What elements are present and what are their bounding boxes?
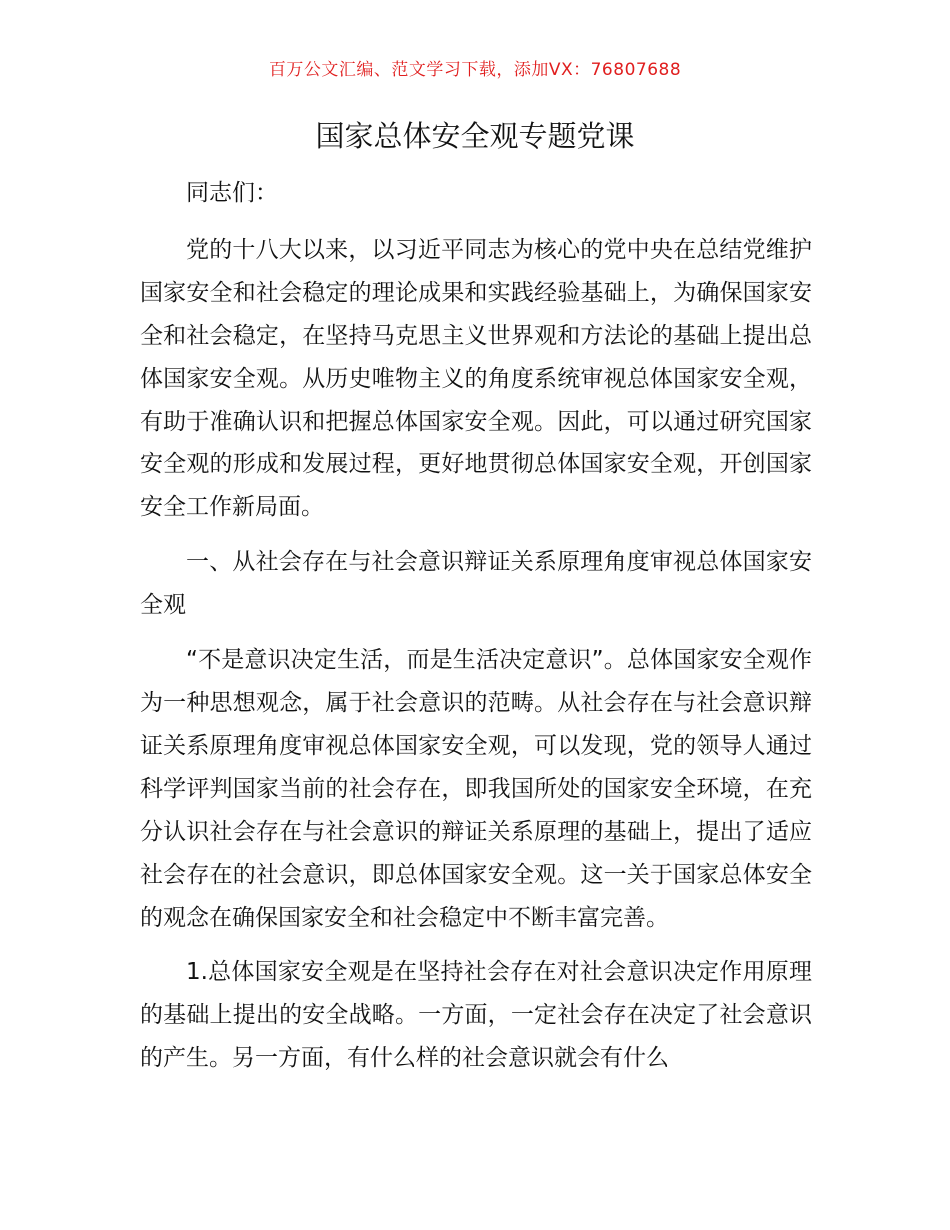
header-promo-note: 百万公文汇编、范文学习下载，添加VX：76807688: [268, 60, 682, 80]
salutation: 同志们：: [186, 180, 278, 206]
document-title: 国家总体安全观专题党课: [315, 119, 635, 153]
paragraph-point-1: 1.总体国家安全观是在坚持社会存在对社会意识决定作用原理的基础上提出的安全战略。一方面，一定社会存在决定了社会意识的产生。另一方面，有什么样的社会意识就会有什么: [140, 959, 812, 1072]
document-body: [140, 172, 812, 1092]
section-heading-1: 一、从社会存在与社会意识辩证关系原理角度审视总体国家安全观: [140, 549, 812, 619]
paragraph-intro: 党的十八大以来，以习近平同志为核心的党中央在总结党维护国家安全和社会稳定的理论成果和实践经验基础上，为确保国家安全和社会稳定，在坚持马克思主义世界观和方法论的基础上提出总体国家安全观。从历史唯物主义的角度系统审视总体国家安全观，有助于准确认识和把握总体国家安全观。因此，可以通过研究国家安全观的形成和发展过程，更好地贯彻总体国家安全观，开创国家安全工作新局面。: [140, 236, 812, 521]
paragraph-section-1: “不是意识决定生活，而是生活决定意识”。总体国家安全观作为一种思想观念，属于社会意识的范畴。从社会存在与社会意识辩证关系原理角度审视总体国家安全观，可以发现，党的领导人通过科学评判国家当前的社会存在，即我国所处的国家安全环境，在充分认识社会存在与社会意识的辩证关系原理的基础上，提出了适应社会存在的社会意识，即总体国家安全观。这一关于国家总体安全的观念在确保国家安全和社会稳定中不断丰富完善。: [140, 647, 812, 931]
